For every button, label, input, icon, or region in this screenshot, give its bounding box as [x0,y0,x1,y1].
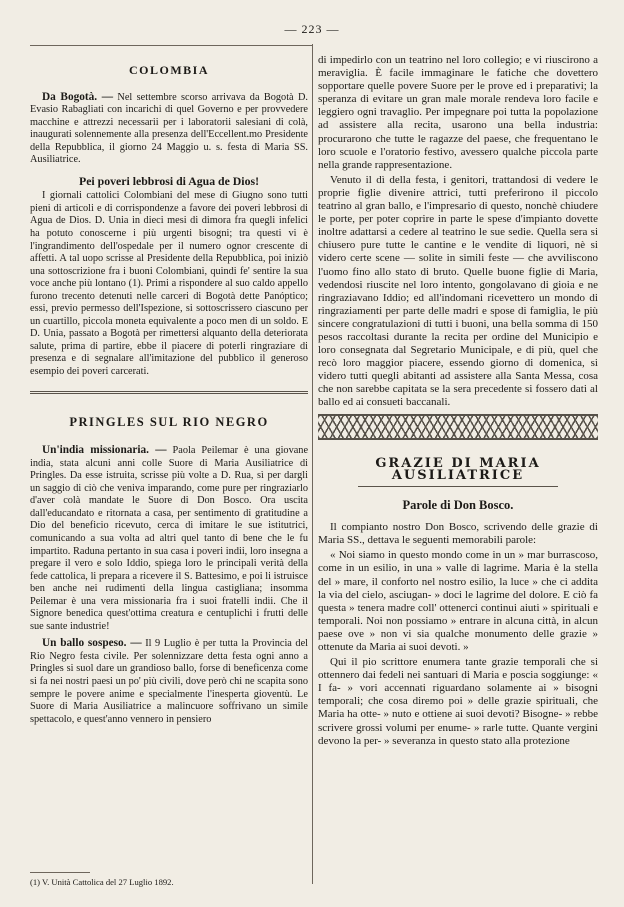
pringles-heading: PRINGLES SUL RIO NEGRO [69,414,269,429]
india-lead: Un'india missionaria. — [42,444,167,457]
section-divider [30,391,308,394]
continued-text: di impedirlo con un teatrino nel loro collegio; e vi riuscirono a meraviglia. È facile immaginare le fatiche che dovettero sopportare quelle povere Suore per le prove ed i preparativi; la speranza di evitare un gran male morale rendeva loro facile e leggiero ogni travaglio. Per impegnare poi tutta la popolazione ad assistere alla recita, usarono una bella industria: procurarono che tutte le ragazze del paese, che frequentano le loro scuole e l'oratorio festivo, avessero qualche piccola parte nella grande rappresentazione. [318,54,598,171]
bogota-text: Nel settembre scorso arrivava da Bogotà D. Evasio Rabagliati con incarichi di quel Governo e per provvedere macchine e attrezzi necessarii per i laboratorii salesiani di colà, inaugurati solennemente alla presenza dell'Eccellent.mo Presidente della Repubblica, il giorno 24 Maggio u. s. festa di Maria SS. Ausiliatrice. [30,91,308,166]
intro-text: Il compianto nostro Don Bosco, scrivendo delle grazie di Maria SS., dettava le seguenti memorabili parole: [318,521,598,547]
top-rule [30,45,312,46]
right-column [318,54,598,750]
page-number: — 223 — [284,22,340,36]
quote-second: Qui il pio scrittore enumera tante grazie temporali che si ottennero dai fedeli nei santuari di Maria e poscia soggiunge: « I fa- » vori accennati riguardano solamente ai » bisogni temporali; che cosa diremo poi » delle grazie spirituali, che Maria ha otte- » nuto e ottiene ai suoi devoti? Bisogne- » rebbe scrivere grossi volumi per enume- » rarle tutte. Quante vergini devono la per- » severanza in questo stato alla protezione [318,656,598,747]
ornament-band [318,414,598,440]
india-paragraph [30,444,308,633]
india-text: Paola Peilemar è una giovane india, stata alcuni anni colle Suore di Maria Ausiliatrice di Pringles. Da esse istruita, scrisse più volte a D. Rua, sì per dargli un saggio di ciò che veniva imparando, come pure per ringraziarlo d'aver colà mandate le Suore di Don Bosco. Ora uscita dall'educandato e ritornata a casa, per sentimento di gratitudine a Dio del beneficio ricevuto, cerca di imitare le sue istitutrici, comunicando a sua volta ad altri quel tanto di bene che le fu impartito. Raduna pertanto in sua casa i poveri indii, loro insegna a pregare il vero e solo Iddio, spiega loro le principali verità della fede cattolica, li prepara a ricevere il S. Battesimo, e poi li istruisce ben anche nei rudimenti della lingua castigliana; insomma Peilemar è una vera missionaria fra i suoi fratelli indii. Che il Signore benedica quest'ottima creatura e centuplichi i frutti delle sue sante industrie! [30,445,309,632]
lebbrosi-heading: Pei poveri lebbrosi di Agua de Dios! [78,173,260,188]
parole-heading: Parole di Don Bosco. [402,497,514,512]
column-divider [312,44,313,884]
venuto-text: Venuto il dì della festa, i genitori, trattandosi di vedere le proprie figlie divenire attrici, tutti preferirono il piccolo teatrino al gran ballo, e l'impresario di questo, nonchè chiudere le porte, per poter coprire in parte le spese d'impianto dovette inoltre adattarsi a cedere al teatrino le sue sedie. Quella sera si chiusero pure tutte le cantine e le vendite di liquori, nè si videro certe scene — solite in simili feste — che avviliscono l'uomo fino allo stato di bruto. Quelle buone figlie di Maria, vedendosi riuscite nel loro intento, gongolavano di gioia e ne ringraziavano Iddio; ed all'indomani ricevettero un mondo di ringraziamenti per parte delle madri e spose di famiglia, le più sincere congratulazioni di tutti i buoni, una bella somma di 150 pesos raccoltasi durante la recita per ordine del Municipio e loro consegnata dal Segretario Municipale, e di più, quel che recò loro maggior piacere, essendo giorno di domenica, si videro tutti quegli abitanti ad assistere alla Santa Messa, cosa che non sarebbe capitata se la sera precedente si fossero dati al ballo ed ai consueti baccanali. [318,173,598,409]
footnote-rule [30,872,90,873]
grazie-title: GRAZIE DI MARIA AUSILIATRICE [358,458,558,487]
ballo-text: Il 9 Luglio è per tutta la Provincia del Rio Negro festa civile. Per solennizzare detta festa ogni anno a Pringles si suol dare un grandioso ballo, forse di beneficenza come si fa nei nostri paesi un po' più civili, dove però chi ne scapita sono sempre le povere anime e specialmente l'inesperta gioventù. Le Suore di Maria Ausiliatrice a malincuore soffrivano un simile spettacolo, e quest'anno vennero in pensiero [30,638,309,725]
footnote-text: (1) V. Unità Cattolica del 27 Luglio 1892. [30,877,174,887]
ballo-lead: Un ballo sospeso. — [42,637,142,650]
bogota-paragraph [30,91,308,167]
lebbrosi-text: I giornali cattolici Colombiani del mese di Giugno sono tutti pieni di articoli e di corrispondenze a favore dei poveri lebbrosi di Agua de Dios. D. Unia in dieci mesi di dimora fra quegli infelici ha potuto conoscerne i più urgenti bisogni; tra questi vi è l'ingrandimento dell'ospedale per il numero ognor crescente di affetti. A tal uopo scrisse al Presidente della Repubblica, poi iniziò una sottoscrizione fra i buoni Colombiani, quindi fe' sentire la sua voce anche più lontano (1). Primi a rispondere al suo caldo appello furono trecento detenuti nelle carceri di Bogotà dette Panóptico; essi, previo permesso dell'Ispezione, si sottoscrissero ciascuno per un cuartillo, piccola moneta equivalente a poco men di un soldo. E D. Unia, passato a Bogotà per rimettersi alquanto della deteriorata salute, prima di partire, ebbe il piacere di poterli ringraziare di presenza e di segnalare all'imitazione del pubblico il generoso esempio dei poveri carcerati. [30,190,308,378]
left-column [30,52,308,728]
quote-first: « Noi siamo in questo mondo come in un » mar burrascoso, come in un esilio, in una » valle di lagrime. Maria è la stella del » mare, il conforto nel nostro esilio, la luce » che ci addita la via del cielo, asciugan- » doci le lagrime del dolore. E ciò fa questa » tenera madre coll' ottenerci continui aiuti » spirituali e temporali. Noi non possiamo » entrare in alcuna città, in alcun paese ove » non vi sia qualche monumento delle grazie » ottenute da Maria ai suoi devoti. » [318,549,598,654]
footnote [30,866,308,887]
ballo-paragraph [30,637,308,726]
colombia-heading: COLOMBIA [128,63,209,77]
bogota-lead: Da Bogotà. — [42,90,114,103]
